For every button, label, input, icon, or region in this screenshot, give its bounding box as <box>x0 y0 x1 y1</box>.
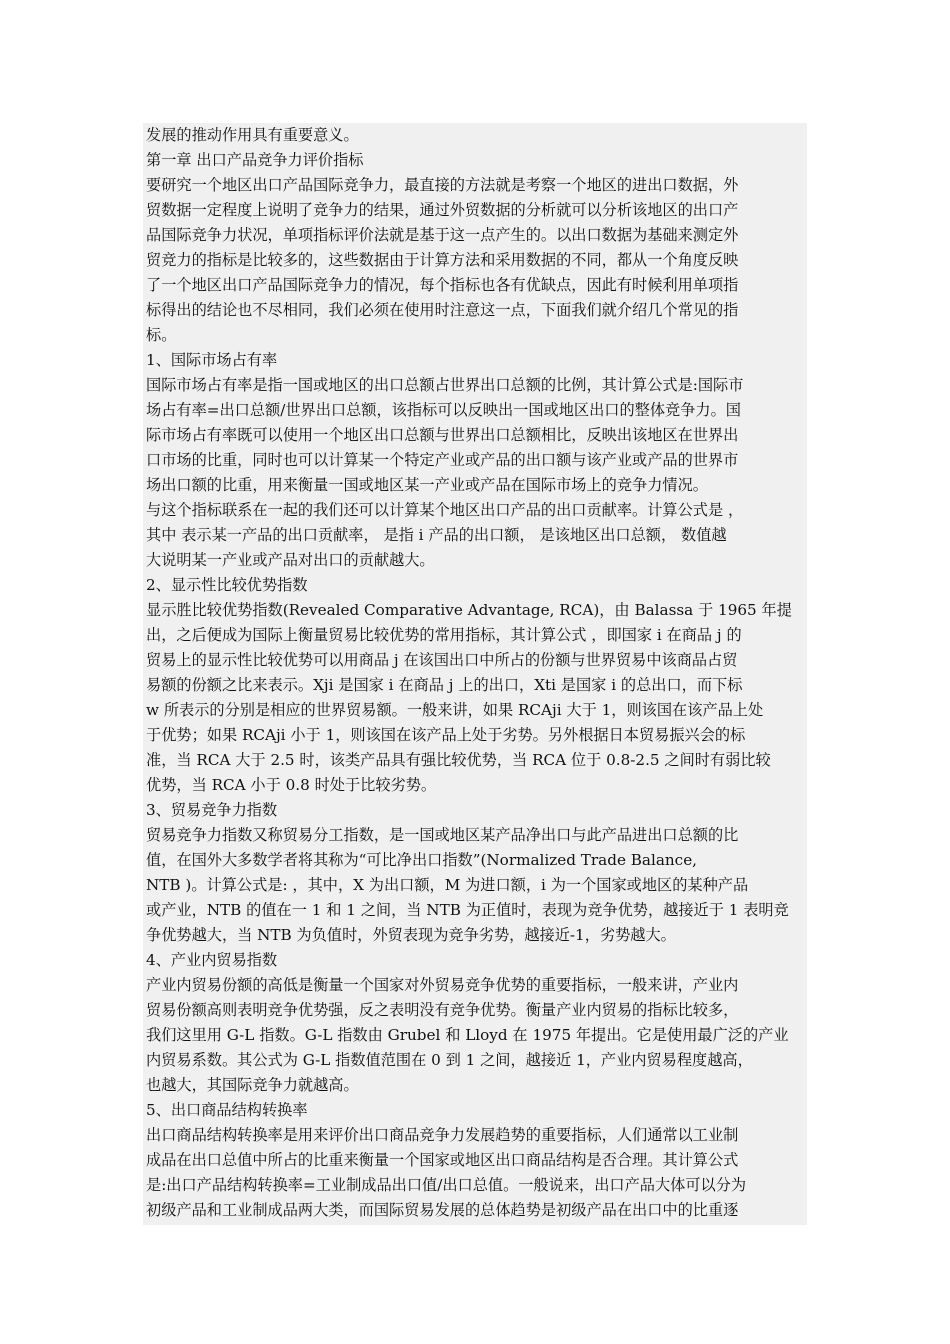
text-line: 品国际竞争力状况，单项指标评价法就是基于这一点产生的。以出口数据为基础来测定外 <box>146 226 739 244</box>
text-line: 其中 表示某一产品的出口贡献率， 是指 i 产品的出口额， 是该地区出口总额， 数值越 <box>146 526 727 544</box>
text-line: 3、贸易竞争力指数 <box>146 801 278 819</box>
text-line: 贸易竞争力指数又称贸易分工指数，是一国或地区某产品净出口与此产品进出口总额的比 <box>146 826 739 844</box>
text-line: 显示胜比较优势指数(Revealed Comparative Advantage, RCA)，由 Balassa 于 1965 年提 <box>146 601 792 619</box>
text-line: 发展的推动作用具有重要意义。 <box>146 126 359 144</box>
text-line: 贸易上的显示性比较优势可以用商品 j 在该国出口中所占的份额与世界贸易中该商品占贸 <box>146 651 738 669</box>
text-line: 贸易份额高则表明竞争优势强，反之表明没有竞争优势。衡量产业内贸易的指标比较多， <box>146 1001 739 1019</box>
text-line: 场出口额的比重，用来衡量一国或地区某一产业或产品在国际市场上的竞争力情况。 <box>146 476 708 494</box>
text-line: 我们这里用 G-L 指数。G-L 指数由 Grubel 和 Lloyd 在 1975 年提出。它是使用最广泛的产业 <box>146 1026 789 1044</box>
text-line: 5、出口商品结构转换率 <box>146 1101 308 1119</box>
text-line: 1、国际市场占有率 <box>146 351 278 369</box>
text-line: 场占有率=出口总额/世界出口总额，该指标可以反映出一国或地区出口的整体竞争力。国 <box>146 401 741 419</box>
text-line: 初级产品和工业制成品两大类，而国际贸易发展的总体趋势是初级产品在出口中的比重逐 <box>146 1201 739 1219</box>
text-line: w 所表示的分别是相应的世界贸易额。一般来讲，如果 RCAji 大于 1，则该国在该产品上处 <box>146 701 764 719</box>
text-line: 值，在国外大多数学者将其称为“可比净出口指数”(Normalized Trade Balance, <box>146 851 698 869</box>
text-line: 4、产业内贸易指数 <box>146 951 278 969</box>
text-line: 内贸易系数。其公式为 G-L 指数值范围在 0 到 1 之间，越接近 1，产业内贸易程度越高， <box>146 1051 753 1069</box>
text-line: 优势，当 RCA 小于 0.8 时处于比较劣势。 <box>146 776 437 794</box>
text-line: 或产业，NTB 的值在一 1 和 1 之间，当 NTB 为正值时，表现为竞争优势，越接近于 1 表明竞 <box>146 901 789 919</box>
text-line: 贸数据一定程度上说明了竞争力的结果，通过外贸数据的分析就可以分析该地区的出口产 <box>146 201 739 219</box>
text-line: 易额的份额之比来表示。Xji 是国家 i 在商品 j 上的出口，Xti 是国家 i 的总出口，而下标 <box>146 676 743 694</box>
text-line: 标得出的结论也不尽相同，我们必须在使用时注意这一点，下面我们就介绍几个常见的指 <box>146 301 739 319</box>
text-line: 口市场的比重，同时也可以计算某一个特定产业或产品的出口额与该产业或产品的世界市 <box>146 451 739 469</box>
text-line: 于优势；如果 RCAji 小于 1，则该国在该产品上处于劣势。另外根据日本贸易振兴会的标 <box>146 726 746 744</box>
text-line: 出，之后便成为国际上衡量贸易比较优势的常用指标，其计算公式 ，即国家 i 在商品 j 的 <box>146 626 742 644</box>
text-line: 出口商品结构转换率是用来评价出口商品竞争力发展趋势的重要指标，人们通常以工业制 <box>146 1126 739 1144</box>
document-body <box>143 123 807 1225</box>
text-line: 了一个地区出口产品国际竞争力的情况，每个指标也各有优缺点，因此有时候利用单项指 <box>146 276 739 294</box>
text-line: 贸竞力的指标是比较多的，这些数据由于计算方法和采用数据的不同，都从一个角度反映 <box>146 251 739 269</box>
text-line: 争优势越大，当 NTB 为负值时，外贸表现为竞争劣势，越接近-1，劣势越大。 <box>146 926 676 944</box>
text-line: 也越大，其国际竞争力就越高。 <box>146 1076 359 1094</box>
text-line: 是:出口产品结构转换率=工业制成品出口值/出口总值。一般说来，出口产品大体可以分为 <box>146 1176 747 1194</box>
text-line: 要研究一个地区出口产品国际竞争力，最直接的方法就是考察一个地区的进出口数据，外 <box>146 176 739 194</box>
text-line: 产业内贸易份额的高低是衡量一个国家对外贸易竞争优势的重要指标，一般来讲，产业内 <box>146 976 739 994</box>
text-line: 标。 <box>146 326 177 344</box>
text-line: 2、显示性比较优势指数 <box>146 576 308 594</box>
text-line: 国际市场占有率是指一国或地区的出口总额占世界出口总额的比例，其计算公式是:国际市 <box>146 376 744 394</box>
text-line: 准，当 RCA 大于 2.5 时，该类产品具有强比较优势，当 RCA 位于 0.8-2.5 之间时有弱比较 <box>146 751 771 769</box>
text-line: 第一章 出口产品竞争力评价指标 <box>146 151 364 169</box>
text-line: 与这个指标联系在一起的我们还可以计算某个地区出口产品的出口贡献率。计算公式是 ， <box>146 501 744 519</box>
text-line: 大说明某一产业或产品对出口的贡献越大。 <box>146 551 435 569</box>
text-line: NTB )。计算公式是: ，其中，X 为出口额，M 为进口额，i 为一个国家或地区的某种产品 <box>146 876 749 894</box>
text-line: 成品在出口总值中所占的比重来衡量一个国家或地区出口商品结构是否合理。其计算公式 <box>146 1151 739 1169</box>
text-line: 际市场占有率既可以使用一个地区出口总额与世界出口总额相比，反映出该地区在世界出 <box>146 426 739 444</box>
